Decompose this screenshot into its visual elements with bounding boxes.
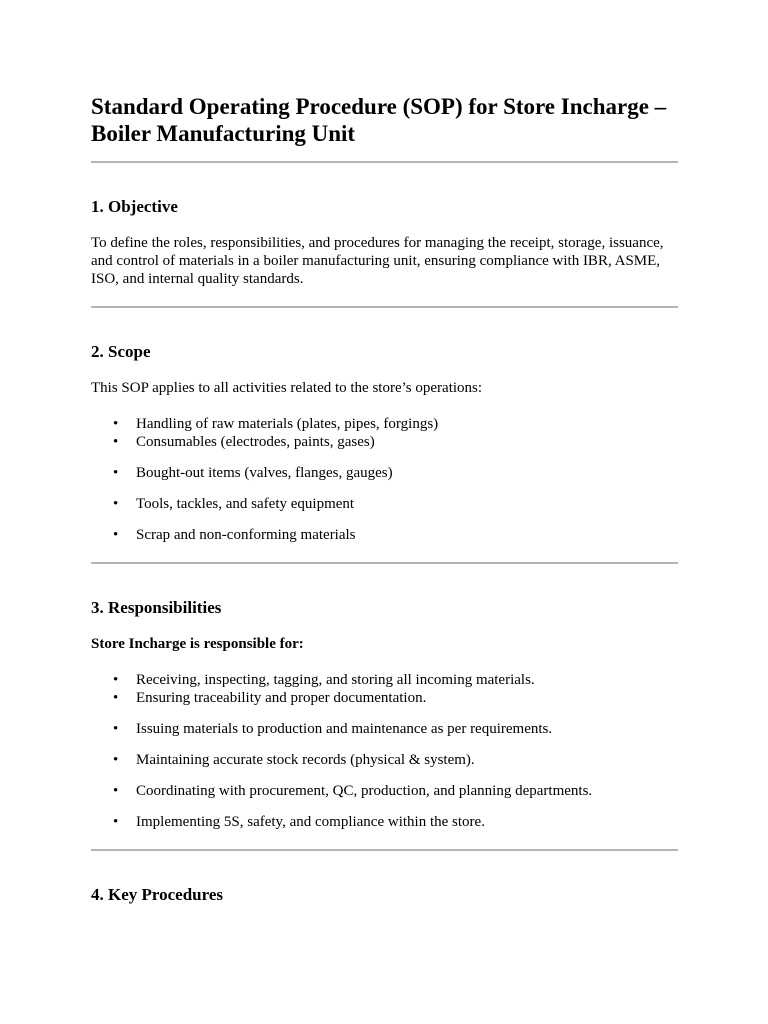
list-item-text: Bought-out items (valves, flanges, gauges) — [136, 465, 393, 481]
bullet-glyph: • — [113, 690, 119, 706]
list-item — [91, 720, 678, 738]
bullet-glyph: • — [113, 752, 119, 768]
section-heading-scope: 2. Scope — [91, 342, 151, 361]
bullet-glyph: • — [113, 721, 119, 737]
responsibilities-intro: Store Incharge is responsible for: — [91, 636, 304, 652]
section-heading-key-procedures: 4. Key Procedures — [91, 885, 224, 904]
list-item — [91, 526, 678, 544]
list-item-text: Scrap and non-conforming materials — [136, 527, 356, 543]
list-item — [91, 671, 678, 689]
bullet-glyph: • — [113, 527, 119, 543]
list-item — [91, 813, 678, 831]
list-item-text: Coordinating with procurement, QC, production, and planning departments. — [136, 783, 593, 799]
list-item — [91, 495, 678, 513]
scope-intro: This SOP applies to all activities related to the store’s operations: — [91, 380, 483, 396]
list-item — [91, 464, 678, 482]
list-item-text: Implementing 5S, safety, and compliance within the store. — [136, 814, 485, 830]
bullet-glyph: • — [113, 465, 119, 481]
document-content — [91, 93, 678, 905]
list-item-text: Receiving, inspecting, tagging, and storing all incoming materials. — [136, 672, 535, 688]
list-item-text: Handling of raw materials (plates, pipes, forgings) — [136, 416, 439, 432]
list-item-text: Consumables (electrodes, paints, gases) — [136, 434, 375, 450]
list-item — [91, 782, 678, 800]
bullet-glyph: • — [113, 814, 119, 830]
list-item — [91, 751, 678, 769]
divider — [91, 161, 678, 163]
bullet-glyph: • — [113, 496, 119, 512]
list-item-text: Tools, tackles, and safety equipment — [136, 496, 355, 512]
section-heading-responsibilities: 3. Responsibilities — [91, 598, 222, 617]
list-item — [91, 415, 678, 433]
responsibilities-list — [91, 671, 678, 831]
scope-list — [91, 415, 678, 544]
divider — [91, 306, 678, 308]
document-title: Standard Operating Procedure (SOP) for Store Incharge – Boiler Manufacturing Unit — [91, 94, 667, 146]
bullet-glyph: • — [113, 672, 119, 688]
bullet-glyph: • — [113, 416, 119, 432]
objective-paragraph: To define the roles, responsibilities, and procedures for managing the receipt, storage, issuance, and control of materials in a boiler manufacturing unit, ensuring compliance with IBR, ASME, ISO, and internal quality standards. — [91, 235, 664, 287]
divider — [91, 562, 678, 564]
list-item-text: Maintaining accurate stock records (physical & system). — [136, 752, 475, 768]
list-item — [91, 689, 678, 707]
list-item — [91, 433, 678, 451]
bullet-glyph: • — [113, 434, 119, 450]
list-item-text: Issuing materials to production and maintenance as per requirements. — [136, 721, 553, 737]
section-heading-objective: 1. Objective — [91, 197, 178, 216]
bullet-glyph: • — [113, 783, 119, 799]
list-item-text: Ensuring traceability and proper documentation. — [136, 690, 427, 706]
divider — [91, 849, 678, 851]
